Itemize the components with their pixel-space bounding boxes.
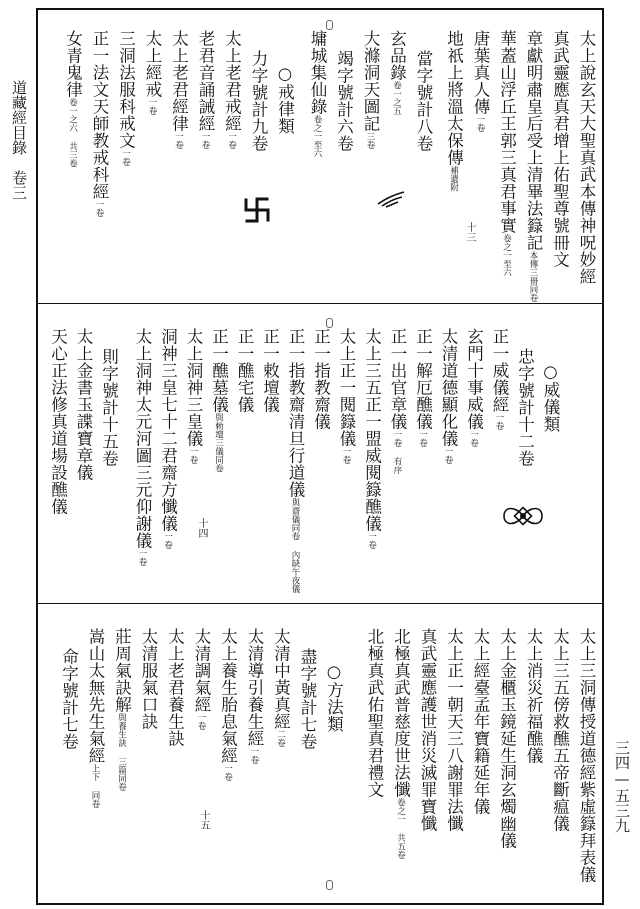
- catalog-entry: [191, 628, 211, 730]
- entry-title: 當字號計八卷: [414, 50, 433, 152]
- entry-note: 三卷: [365, 132, 375, 149]
- entry-note: 一卷: [120, 149, 131, 166]
- entry-title: 竭字號計六卷: [334, 50, 354, 152]
- entry-title: 太清道德顯化儀: [439, 328, 458, 447]
- entry-title: 太上養生胎息氣經: [218, 628, 238, 764]
- catalog-entry: [165, 628, 185, 747]
- catalog-entry: [550, 628, 570, 832]
- entry-note: 一卷: [137, 549, 147, 566]
- catalog-entry: [169, 30, 189, 149]
- catalog-entry: [248, 50, 268, 152]
- folio-mark-middle: 十四: [196, 518, 207, 538]
- entry-title: 則字號計十五卷: [99, 348, 119, 467]
- seal-knot-symbol: [500, 500, 546, 532]
- entry-title: 莊周氣訣解: [112, 628, 132, 713]
- entry-title: 太上經臺孟年寶籍延年儀: [471, 628, 490, 815]
- entry-title: 太上說玄天大聖真武本傳神呪妙經: [577, 30, 596, 285]
- entry-note: 一卷: [226, 132, 237, 149]
- catalog-entry: [387, 30, 407, 115]
- entry-note: 一卷: [162, 532, 173, 549]
- catalog-entry: [497, 30, 517, 277]
- entry-title: 太上三五傍救醮五帝斷瘟儀: [550, 628, 570, 832]
- catalog-entry: [85, 628, 105, 808]
- catalog-entry: [550, 30, 570, 268]
- entry-title: 正一法文天師教戒科經: [90, 30, 109, 200]
- catalog-entry: [59, 648, 79, 750]
- catalog-entry: [48, 328, 68, 515]
- entry-title: 太清中黃真經: [271, 628, 291, 730]
- entry-title: 正一解厄醮儀: [413, 328, 433, 430]
- entry-title: 正一威儀經: [490, 328, 509, 413]
- entry-title: 嵩山太無先生氣經: [86, 628, 105, 764]
- entry-title: 正一指教齋清旦行道儀: [286, 328, 305, 498]
- entry-title: 唐葉真人傳: [471, 30, 490, 115]
- entry-title: 玄門十事威儀: [464, 328, 484, 430]
- catalog-entry: [209, 328, 229, 473]
- binding-hole-middle: [326, 318, 333, 328]
- entry-note: 上下 同卷: [90, 764, 100, 808]
- catalog-entry: [464, 328, 484, 447]
- catalog-entry: [158, 328, 178, 549]
- catalog-entry: [311, 328, 331, 430]
- band-divider-lower: [36, 603, 604, 604]
- catalog-entry: [336, 328, 356, 464]
- right-margin-label: 三四—五三九: [613, 740, 631, 833]
- entry-title: 三洞法服科戒文: [116, 30, 136, 149]
- entry-title: 大滌洞天圖記: [361, 30, 380, 132]
- entry-title: ○方法類: [324, 662, 344, 733]
- entry-note: 一卷: [94, 200, 104, 217]
- entry-note: 與齋儀同卷 內缺午夜儀: [290, 498, 300, 593]
- entry-title: 墉城集仙錄: [308, 30, 327, 115]
- entry-title: 太清導引養生經: [245, 628, 264, 747]
- catalog-entry: [285, 328, 305, 593]
- catalog-entry: [99, 348, 119, 467]
- entry-title: 北極真武佑聖真君禮文: [365, 628, 384, 798]
- binding-hole-top: [326, 20, 333, 30]
- entry-note: 一卷: [494, 413, 504, 430]
- left-margin-label: 道藏經目錄 卷三: [10, 80, 28, 200]
- catalog-entry: [413, 328, 433, 447]
- entry-note: 一卷: [468, 430, 479, 447]
- entry-note: 卷一之五: [391, 81, 402, 115]
- catalog-entry: [540, 362, 560, 433]
- catalog-entry: [234, 328, 254, 413]
- catalog-entry: [362, 328, 382, 549]
- catalog-entry: [413, 50, 433, 152]
- catalog-entry: [218, 628, 238, 781]
- band-divider-upper: [36, 303, 604, 304]
- catalog-entry: [515, 348, 535, 467]
- entry-title: 太上金櫃玉鏡延生洞玄燭幽儀: [497, 628, 517, 849]
- entry-note: 一卷: [188, 447, 198, 464]
- catalog-entry: [183, 328, 203, 464]
- folio-mark-upper: 十三: [464, 222, 475, 242]
- entry-title: 正一醮墓儀: [209, 328, 229, 413]
- entry-title: 太上消災祈福醮儀: [524, 628, 543, 764]
- entry-title: 正一出官章儀: [388, 328, 407, 430]
- catalog-entry: [364, 628, 384, 798]
- catalog-entry: [444, 628, 464, 832]
- entry-title: 太上老君養生訣: [165, 628, 185, 747]
- brush-mark-symbol: [376, 190, 406, 208]
- entry-title: 太清調氣經: [192, 628, 211, 713]
- entry-note: 卷之一至六: [501, 234, 512, 277]
- catalog-entry: [116, 30, 136, 166]
- entry-note: 一卷: [196, 713, 206, 730]
- entry-title: 天心正法修真道場設醮儀: [48, 328, 68, 515]
- entry-note: 卷一之六 共三卷: [67, 98, 78, 168]
- catalog-entry: [470, 628, 490, 815]
- entry-title: 太上三洞傳授道德經紫虛籙拜表儀: [577, 628, 596, 883]
- catalog-entry: [89, 30, 109, 217]
- catalog-entry: [275, 64, 295, 135]
- entry-note: 卷之一至六: [312, 115, 322, 158]
- entry-title: 忠字號計十二卷: [515, 348, 535, 467]
- catalog-entry: [523, 30, 543, 302]
- entry-note: 一卷 有序: [392, 430, 402, 474]
- entry-title: 正一醮宅儀: [235, 328, 254, 413]
- entry-note: 與勅壇三儀同卷: [213, 413, 224, 473]
- entry-title: 章獻明肅皇后受上清畢法籙記: [524, 30, 543, 251]
- catalog-entry: [142, 30, 162, 115]
- folio-mark-lower: 十五: [198, 810, 209, 830]
- catalog-entry: [222, 30, 242, 149]
- entry-note: 二卷: [275, 730, 286, 747]
- catalog-entry: [523, 628, 543, 764]
- entry-title: 太上正一閱籙儀: [337, 328, 356, 447]
- catalog-entry: [297, 648, 317, 750]
- catalog-entry: [417, 628, 437, 832]
- catalog-entry: [470, 30, 490, 132]
- binding-hole-bottom: [326, 880, 333, 890]
- entry-title: 真武靈應真君增上佑聖尊號冊文: [550, 30, 570, 268]
- entry-note: 補遺附: [448, 166, 459, 192]
- entry-title: 太清服氣口訣: [139, 628, 158, 730]
- entry-title: ○威儀類: [541, 362, 560, 433]
- catalog-entry: [444, 30, 464, 192]
- entry-title: 太上洞神太元河圖三元仰謝儀: [133, 328, 152, 549]
- entry-title: 太上老君經律: [169, 30, 189, 132]
- entry-note: 一卷: [475, 115, 485, 132]
- entry-title: 玄品錄: [387, 30, 407, 81]
- catalog-entry: [438, 328, 458, 464]
- entry-title: 華蓋山浮丘王郭三真君事實: [497, 30, 517, 234]
- entry-note: 本傳三冊同卷: [528, 251, 538, 302]
- entry-title: 真武靈應護世消災滅罪寶懺: [418, 628, 437, 832]
- entry-note: 卷之一 共五卷: [395, 798, 406, 859]
- entry-title: 力字號計九卷: [249, 50, 268, 152]
- entry-title: 洞神三皇七十二君齋方懺儀: [158, 328, 178, 532]
- entry-note: 一卷: [366, 532, 377, 549]
- swastika-symbol: [243, 196, 271, 224]
- entry-title: ○戒律類: [275, 64, 295, 135]
- catalog-entry: [391, 628, 411, 859]
- entry-note: 一卷: [147, 98, 157, 115]
- entry-title: 太上經戒: [143, 30, 162, 98]
- entry-title: 太上正一朝天三八謝罪法懺: [444, 628, 464, 832]
- catalog-entry: [260, 328, 280, 413]
- catalog-entry: [497, 628, 517, 849]
- entry-title: 女青鬼律: [63, 30, 83, 98]
- catalog-entry: [360, 30, 380, 149]
- catalog-entry: [576, 30, 596, 285]
- catalog-entry: [63, 30, 83, 168]
- entry-note: 一卷: [200, 132, 210, 149]
- entry-title: 太上洞神三皇儀: [184, 328, 203, 447]
- catalog-entry: [324, 662, 344, 733]
- entry-note: 一卷: [341, 447, 351, 464]
- entry-title: 命字號計七卷: [59, 648, 79, 750]
- catalog-entry: [489, 328, 509, 430]
- catalog-entry: [307, 30, 327, 158]
- entry-title: 正一敕壇儀: [260, 328, 280, 413]
- entry-note: 一卷: [443, 447, 453, 464]
- entry-note: 與養生訣 三篇同卷: [116, 713, 127, 791]
- catalog-entry: [112, 628, 132, 791]
- entry-title: 盡字號計七卷: [298, 648, 317, 750]
- catalog-entry: [334, 50, 354, 152]
- entry-title: 太上金書玉諜寶章儀: [74, 328, 93, 481]
- entry-title: 北極真武普慈度世法懺: [391, 628, 411, 798]
- catalog-entry: [195, 30, 215, 149]
- entry-note: 一卷: [417, 430, 428, 447]
- catalog-entry: [244, 628, 264, 764]
- entry-note: 一卷: [249, 747, 259, 764]
- catalog-entry: [576, 628, 596, 883]
- entry-title: 地祇上將溫太保傳: [444, 30, 464, 166]
- entry-title: 正一指教齋儀: [311, 328, 331, 430]
- entry-title: 太上三五正一盟威閱籙醮儀: [362, 328, 382, 532]
- catalog-entry: [387, 328, 407, 474]
- entry-title: 太上老君戒經: [222, 30, 242, 132]
- catalog-entry: [132, 328, 152, 566]
- entry-note: 一卷: [222, 764, 233, 781]
- catalog-entry: [73, 328, 93, 481]
- entry-title: 老君音誦誡經: [196, 30, 215, 132]
- entry-note: 一卷: [173, 132, 184, 149]
- catalog-entry: [138, 628, 158, 730]
- catalog-entry: [271, 628, 291, 747]
